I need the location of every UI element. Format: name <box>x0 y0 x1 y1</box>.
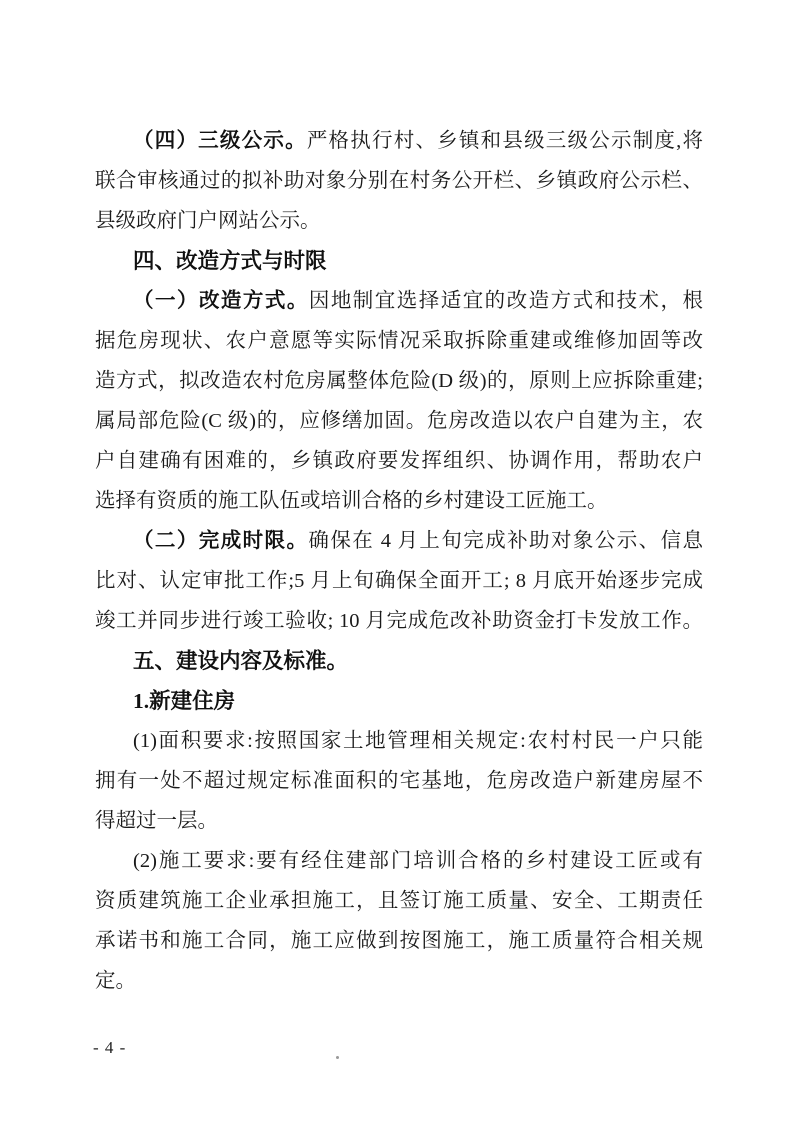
document-line <box>95 881 703 921</box>
document-line <box>95 961 703 1001</box>
line-text: 承诺书和施工合同，施工应做到按图施工，施工质量符合相关规 <box>95 930 703 952</box>
document-line <box>95 401 703 441</box>
line-text: 比对、认定审批工作;5 月上旬确保全面开工; 8 月底开始逐步完成 <box>95 570 703 592</box>
line-text: (1)面积要求:按照国家土地管理相关规定:农村村民一户只能 <box>133 730 703 752</box>
document-line <box>95 521 703 561</box>
document-line <box>95 561 703 601</box>
document-line <box>95 761 703 801</box>
line-text: 得超过一层。 <box>95 810 218 832</box>
document-line <box>95 481 703 521</box>
paragraph-label: （四）三级公示。 <box>133 130 307 152</box>
line-text: 确保在 4 月上旬完成补助对象公示、信息 <box>308 530 703 552</box>
line-text: 拥有一处不超过规定标准面积的宅基地，危房改造户新建房屋不 <box>95 770 703 792</box>
line-text: 四、改造方式与时限 <box>133 249 327 273</box>
line-text: 因地制宜选择适宜的改造方式和技术，根 <box>308 290 703 312</box>
page-number: - 4 - <box>93 1038 127 1057</box>
document-line <box>95 921 703 961</box>
line-text: 造方式，拟改造农村危房属整体危险(D 级)的，原则上应拆除重建; <box>95 370 703 392</box>
line-text: 严格执行村、乡镇和县级三级公示制度,将 <box>306 130 703 152</box>
line-text: 定。 <box>95 970 136 992</box>
line-text: 联合审核通过的拟补助对象分别在村务公开栏、乡镇政府公示栏、 <box>95 170 703 192</box>
line-text: 竣工并同步进行竣工验收; 10 月完成危改补助资金打卡发放工作。 <box>95 610 703 632</box>
document-line <box>95 321 703 361</box>
line-text: 属局部危险(C 级)的，应修缮加固。危房改造以农户自建为主，农 <box>95 410 703 432</box>
document-line <box>95 201 703 241</box>
document-line <box>95 441 703 481</box>
paragraph-label: （一）改造方式。 <box>133 290 309 312</box>
document-line <box>95 801 703 841</box>
line-text: 选择有资质的施工队伍或培训合格的乡村建设工匠施工。 <box>95 490 608 512</box>
line-text: 县级政府门户网站公示。 <box>95 210 321 232</box>
document-line <box>95 641 703 681</box>
document-line <box>95 121 703 161</box>
line-text: (2)施工要求:要有经住建部门培训合格的乡村建设工匠或有 <box>133 850 703 872</box>
document-line <box>95 161 703 201</box>
document-line <box>95 241 703 281</box>
document-line <box>95 681 703 721</box>
document-line <box>95 361 703 401</box>
paragraph-label: （二）完成时限。 <box>133 530 309 552</box>
document-line <box>95 721 703 761</box>
document-line <box>95 841 703 881</box>
line-text: 1.新建住房 <box>133 689 236 713</box>
document-line <box>95 601 703 641</box>
line-text: 资质建筑施工企业承担施工，且签订施工质量、安全、工期责任 <box>95 890 703 912</box>
line-text: 五、建设内容及标准。 <box>133 649 349 673</box>
document-body <box>95 121 703 1001</box>
line-text: 户自建确有困难的，乡镇政府要发挥组织、协调作用，帮助农户 <box>95 450 703 472</box>
line-text: 据危房现状、农户意愿等实际情况采取拆除重建或维修加固等改 <box>95 330 703 352</box>
document-line <box>95 281 703 321</box>
scan-artifact-dot <box>336 1056 339 1059</box>
